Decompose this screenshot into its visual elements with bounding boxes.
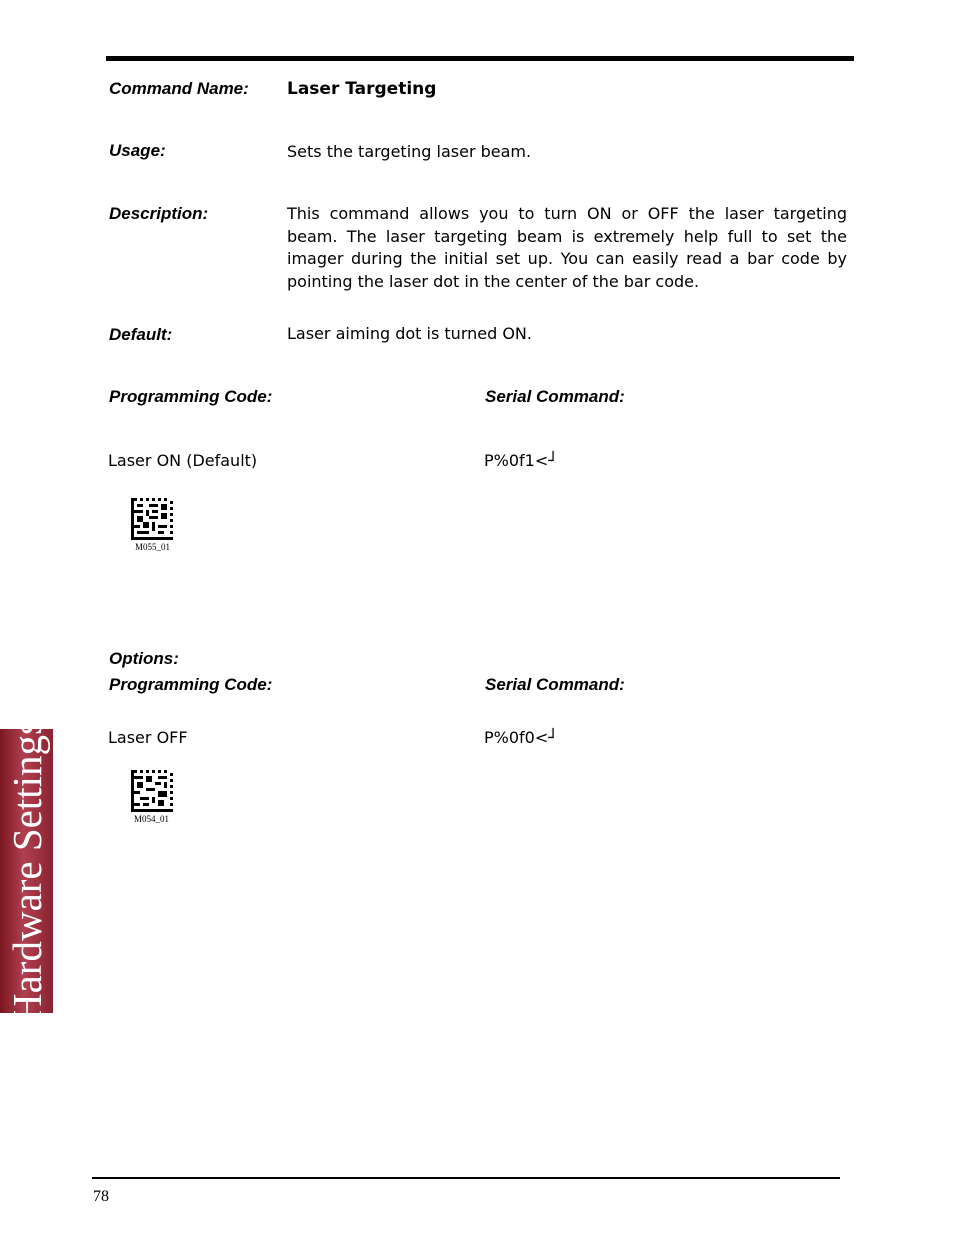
options-programming-code-header: Programming Code: <box>109 675 273 694</box>
side-tab-label: Hardware Settings <box>3 719 50 1023</box>
laser-on-barcode <box>131 498 173 540</box>
usage-value: Sets the targeting laser beam. <box>287 142 532 161</box>
command-name-value: Laser Targeting <box>287 79 437 99</box>
top-rule <box>106 56 854 61</box>
laser-on-serial-command: P%0f1<┘ <box>484 451 558 470</box>
command-name-label: Command Name: <box>109 79 249 98</box>
usage-label: Usage: <box>109 141 166 160</box>
options-serial-command-header: Serial Command: <box>485 675 625 694</box>
default-value: Laser aiming dot is turned ON. <box>287 324 532 343</box>
laser-on-barcode-caption: M055_01 <box>135 542 171 552</box>
default-label: Default: <box>109 325 173 344</box>
laser-off-option: Laser OFF <box>108 728 188 747</box>
laser-off-serial-command: P%0f0<┘ <box>484 728 558 747</box>
options-label: Options: <box>109 649 179 668</box>
bottom-rule <box>92 1177 840 1179</box>
laser-off-barcode <box>131 770 173 812</box>
programming-code-header: Programming Code: <box>109 387 273 406</box>
description-value: This command allows you to turn ON or OFF the laser targeting beam. The laser targeting beam is extremely help full to set the imager during the initial set up. You can easily read a bar code by pointing the laser dot in the center of the bar code. <box>287 204 847 291</box>
hardware-settings-side-tab <box>0 719 53 1023</box>
laser-off-barcode-caption: M054_01 <box>134 814 170 824</box>
laser-on-option: Laser ON (Default) <box>108 451 258 470</box>
page-number: 78 <box>93 1188 109 1205</box>
serial-command-header: Serial Command: <box>485 387 625 406</box>
description-label: Description: <box>109 204 209 223</box>
